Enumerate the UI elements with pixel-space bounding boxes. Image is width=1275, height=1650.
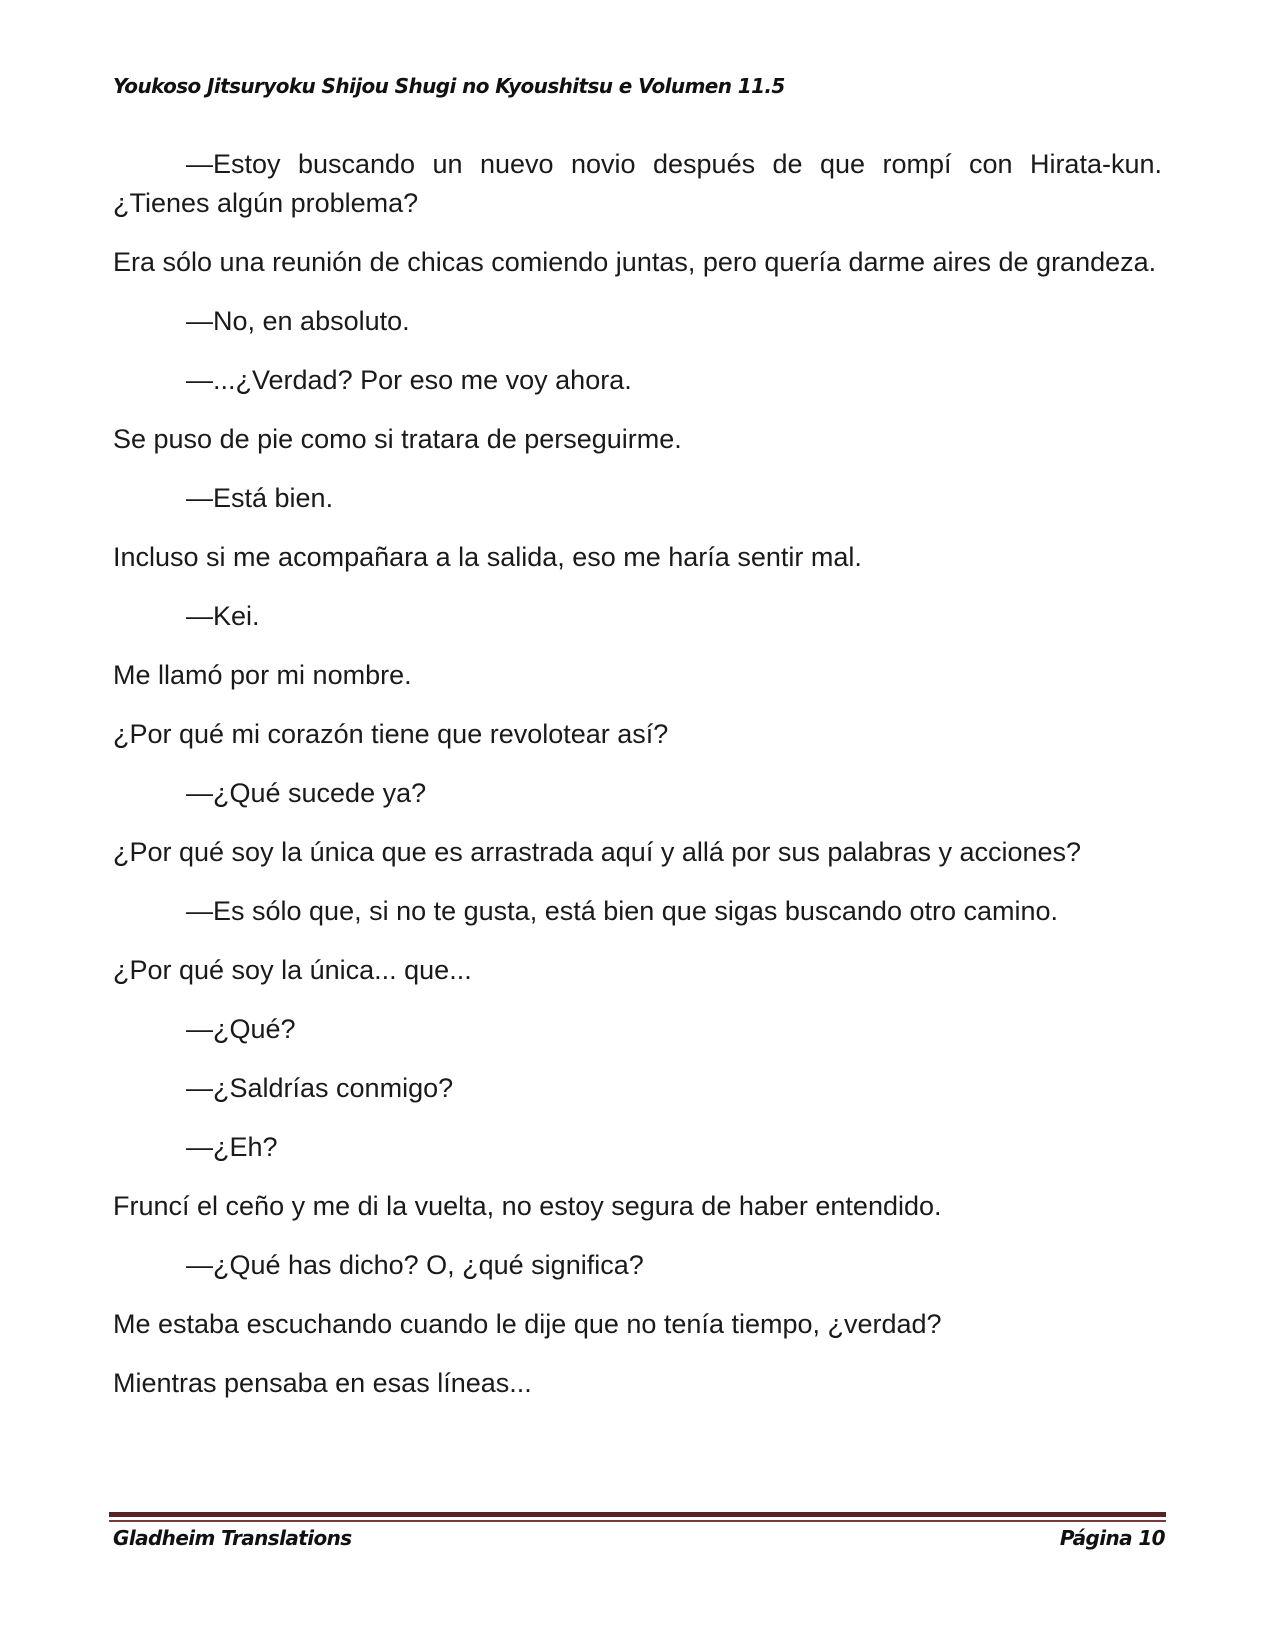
paragraph-dialogue: —¿Eh? xyxy=(186,1132,278,1162)
paragraph-narration: Era sólo una reunión de chicas comiendo juntas, pero quería darme aires de grandeza. xyxy=(113,247,1157,277)
page-header-title: Youkoso Jitsuryoku Shijou Shugi no Kyoushitsu e Volumen 11.5 xyxy=(113,74,785,98)
paragraph-narration: Me llamó por mi nombre. xyxy=(113,660,412,690)
paragraph-dialogue: —Kei. xyxy=(186,601,260,631)
page-body xyxy=(113,145,1162,1423)
paragraph-narration: Fruncí el ceño y me di la vuelta, no estoy segura de haber entendido. xyxy=(113,1191,942,1221)
footer-page-number: Página 10 xyxy=(1059,1526,1165,1550)
paragraph-narration: Mientras pensaba en esas líneas... xyxy=(113,1368,532,1398)
paragraph-dialogue: —¿Qué? xyxy=(186,1014,296,1044)
paragraph-dialogue: —¿Qué sucede ya? xyxy=(186,778,427,808)
paragraph-dialogue: —Es sólo que, si no te gusta, está bien que sigas buscando otro camino. xyxy=(186,896,1059,926)
paragraph-dialogue: —Está bien. xyxy=(186,483,334,513)
paragraph-narration: Me estaba escuchando cuando le dije que no tenía tiempo, ¿verdad? xyxy=(113,1309,942,1339)
paragraph-dialogue: —No, en absoluto. xyxy=(186,306,410,336)
paragraph-narration: Se puso de pie como si tratara de perseguirme. xyxy=(113,424,682,454)
paragraph-dialogue: —...¿Verdad? Por eso me voy ahora. xyxy=(186,365,632,395)
footer-divider-thick xyxy=(109,1512,1166,1517)
footer-divider-thin xyxy=(109,1520,1166,1522)
paragraph-dialogue: —Estoy buscando un nuevo novio después de que rompí con Hirata-kun. ¿Tienes algún problema? xyxy=(113,149,1162,218)
paragraph-narration: ¿Por qué mi corazón tiene que revolotear así? xyxy=(113,719,669,749)
paragraph-narration: ¿Por qué soy la única que es arrastrada aquí y allá por sus palabras y acciones? xyxy=(113,837,1082,867)
paragraph-dialogue: —¿Qué has dicho? O, ¿qué significa? xyxy=(186,1250,644,1280)
paragraph-dialogue: —¿Saldrías conmigo? xyxy=(186,1073,454,1103)
footer-translator-credit: Gladheim Translations xyxy=(113,1526,352,1550)
paragraph-narration: ¿Por qué soy la única... que... xyxy=(113,955,472,985)
paragraph-narration: Incluso si me acompañara a la salida, eso me haría sentir mal. xyxy=(113,542,862,572)
